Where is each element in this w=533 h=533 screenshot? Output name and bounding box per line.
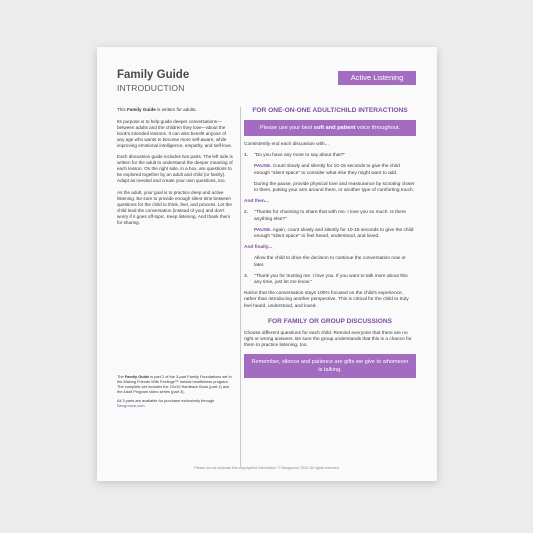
step-text: "Thanks for choosing to share that with me. I love you so much. Is there anything else?" bbox=[254, 210, 407, 222]
purchase-paragraph: All 3 parts are available for purchase exclusively through Neugroove.com. bbox=[117, 398, 215, 409]
step-number: 2. bbox=[244, 210, 249, 216]
left-column bbox=[117, 107, 233, 231]
goal-paragraph: As the adult, your goal is to practice deep and active listening. Be sure to provide enough silent time between questions for the child to think, feel, and process. Let the child lead the conversation (instead of you) and don't worry if it goes off-topic. Keep listening. And thank them for sharing. bbox=[117, 189, 232, 225]
and-then-label: And then... bbox=[244, 199, 269, 205]
during-pause-text: During the pause, provide physical love and reassurance by scooting closer to them, putting your arm around them, or another type of comforting touch. bbox=[254, 181, 415, 194]
step-text: "Thank you for trusting me. I love you. If you want to talk more about this any time, just let me know." bbox=[254, 273, 408, 286]
intro-paragraph: This Family Guide is written for adults. bbox=[117, 107, 197, 112]
and-finally-label: And finally... bbox=[244, 245, 273, 251]
neugroove-link[interactable]: Neugroove.com bbox=[117, 403, 145, 409]
left-footnote bbox=[117, 374, 233, 413]
step-1 bbox=[244, 153, 416, 159]
right-column bbox=[244, 107, 416, 384]
footnote-paragraph: The Family Guide is part 2 of the 3-part Family Foundations set in the Making Friends With Feelings™ mental healthiness program. The complete set includes the 10x10 Hardback Book (part 1) and the Adult Program video series (part 3). bbox=[117, 374, 232, 395]
step-number: 3. bbox=[244, 273, 249, 279]
section-heading-one-on-one: FOR ONE-ON-ONE ADULT/CHILD INTERACTIONS bbox=[252, 107, 408, 114]
topic-tag: Active Listening bbox=[338, 71, 416, 85]
allow-text: Allow the child to drive the decision to continue the conversation now or later. bbox=[254, 256, 406, 268]
page-subtitle: INTRODUCTION bbox=[117, 83, 185, 93]
structure-paragraph: Each discussion guide includes two parts. The left side is written for the adult to understand the deeper meaning of each lesson. On the right side, in a box, are questions to be explored together by an adult and child (or family). Adapt as needed and create your own questions, too. bbox=[117, 154, 233, 184]
page-title: Family Guide bbox=[117, 69, 190, 81]
voice-banner: Please use your best soft and patient voice throughout. bbox=[244, 120, 416, 136]
column-divider bbox=[240, 107, 241, 467]
step-3 bbox=[244, 274, 416, 286]
notice-text: Notice that the conversation stays 100% focused on the child's experience, rather than introducing another perspective. This is critical for the child to truly feel heard, understood, and loved. bbox=[244, 291, 409, 309]
section-heading-family-group: FOR FAMILY OR GROUP DISCUSSIONS bbox=[267, 317, 393, 325]
pause-2: PAUSE. Again, count slowly and silently for 10-15 seconds to give the child enough "silent space" to feel heard, understood, and loved. bbox=[254, 227, 414, 240]
document-page bbox=[97, 47, 437, 481]
consistently-text: Consistently end each discussion with... bbox=[244, 142, 329, 147]
step-2 bbox=[244, 210, 416, 222]
step-number: 1. bbox=[244, 153, 249, 159]
pause-1: PAUSE. Count slowly and silently for 10-15 seconds to give the child enough "silent space" to consider what else they might want to add. bbox=[254, 164, 400, 176]
step-text: "Do you have any more to say about that?" bbox=[254, 153, 346, 159]
choose-text: Choose different questions for each child. Remind everyone that there are no right or wrong answers. Be sure the group understands that this is a chance for them to practice listening, too. bbox=[244, 330, 412, 349]
silence-banner: Remember, silence and patience are gifts we give to whomever is talking. bbox=[244, 354, 416, 378]
copyright-notice: Please do not replicate this copyrighted information. © Neugroove 2023. All rights reserved. bbox=[194, 466, 340, 470]
purpose-paragraph: Its purpose is to help guide deeper conversations—between adults and the children they love—about the book's intended lessons. It can also benefit anyone of any age who wants to become more self-aware, while improving emotional intelligence, empathy, and self-love. bbox=[117, 118, 233, 148]
